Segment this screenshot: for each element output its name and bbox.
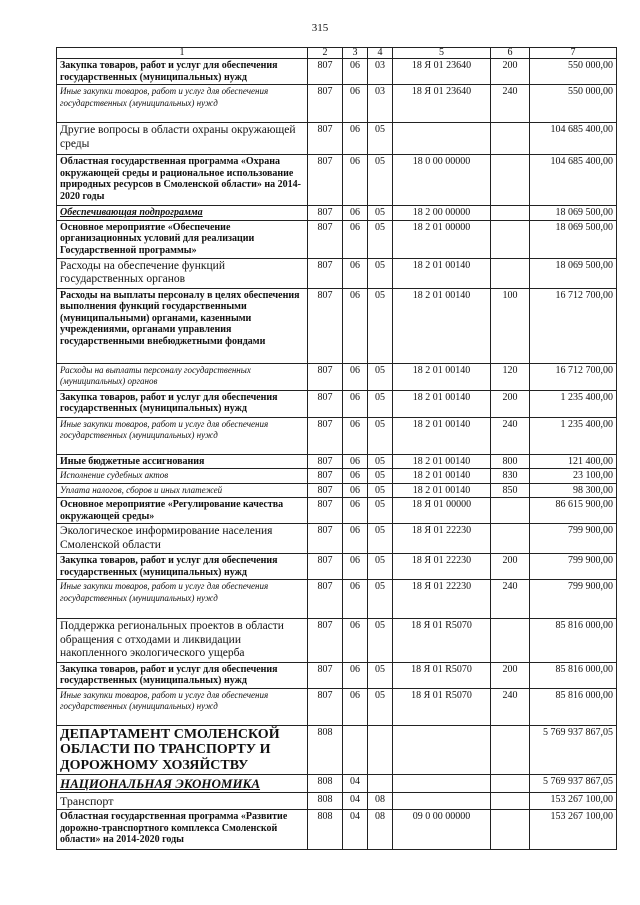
row-name-cell: Обеспечивающая подпрограмма: [57, 206, 308, 221]
row-name-cell: Областная государственная программа «Развитие дорожно-транспортного комплекса Смоленской области» на 2014-2020 годы: [57, 810, 308, 850]
expense-type-cell: [491, 498, 530, 524]
amount-cell: 85 816 000,00: [530, 688, 617, 725]
target-article-cell: 18 Я 01 22230: [393, 524, 491, 554]
expense-type-cell: 200: [491, 554, 530, 580]
subsection-code-cell: 05: [368, 469, 393, 484]
amount-cell: 85 816 000,00: [530, 619, 617, 663]
admin-code-cell: 807: [308, 258, 343, 288]
expense-type-cell: 200: [491, 390, 530, 417]
section-code-cell: 06: [343, 220, 368, 258]
table-body: [57, 59, 617, 850]
amount-cell: 98 300,00: [530, 483, 617, 498]
amount-cell: 16 712 700,00: [530, 288, 617, 363]
admin-code-cell: 807: [308, 688, 343, 725]
subsection-code-cell: 08: [368, 810, 393, 850]
admin-code-cell: 807: [308, 155, 343, 206]
amount-cell: 18 069 500,00: [530, 220, 617, 258]
row-name-cell: Экологическое информирование населения Смоленской области: [57, 524, 308, 554]
target-article-cell: 18 Я 01 23640: [393, 85, 491, 123]
amount-cell: 1 235 400,00: [530, 390, 617, 417]
expense-type-cell: [491, 524, 530, 554]
amount-cell: 799 900,00: [530, 580, 617, 619]
expense-type-cell: [491, 793, 530, 810]
section-code-cell: 04: [343, 775, 368, 793]
section-code-cell: 06: [343, 554, 368, 580]
header-cell: 7: [530, 48, 617, 59]
section-code-cell: 06: [343, 155, 368, 206]
admin-code-cell: 808: [308, 775, 343, 793]
expense-type-cell: [491, 619, 530, 663]
row-name-cell: Уплата налогов, сборов и иных платежей: [57, 483, 308, 498]
row-name-cell: Расходы на обеспечение функций государственных органов: [57, 258, 308, 288]
row-name-cell: ДЕПАРТАМЕНТ СМОЛЕНСКОЙ ОБЛАСТИ ПО ТРАНСПОРТУ И ДОРОЖНОМУ ХОЗЯЙСТВУ: [57, 725, 308, 775]
table-row: [57, 363, 617, 390]
table-row: [57, 155, 617, 206]
target-article-cell: 18 2 01 00140: [393, 469, 491, 484]
table-row: [57, 258, 617, 288]
row-name-cell: Иные бюджетные ассигнования: [57, 454, 308, 469]
expense-type-cell: 200: [491, 662, 530, 688]
subsection-code-cell: 05: [368, 206, 393, 221]
subsection-code-cell: 05: [368, 123, 393, 155]
amount-cell: 104 685 400,00: [530, 123, 617, 155]
row-name-cell: Закупка товаров, работ и услуг для обеспечения государственных (муниципальных) нужд: [57, 59, 308, 85]
admin-code-cell: 807: [308, 580, 343, 619]
section-code-cell: 06: [343, 524, 368, 554]
subsection-code-cell: [368, 775, 393, 793]
expense-type-cell: [491, 220, 530, 258]
admin-code-cell: 807: [308, 417, 343, 454]
expense-type-cell: [491, 258, 530, 288]
header-cell: 3: [343, 48, 368, 59]
subsection-code-cell: 05: [368, 363, 393, 390]
target-article-cell: 18 2 01 00140: [393, 258, 491, 288]
section-code-cell: 06: [343, 206, 368, 221]
table-row: [57, 793, 617, 810]
row-name-cell: Расходы на выплаты персоналу в целях обеспечения выполнения функций государственными (муниципальными) органами, казенными учреждениями, органами управления государственными внебюджетными фондами: [57, 288, 308, 363]
target-article-cell: 18 Я 01 R5070: [393, 688, 491, 725]
section-code-cell: 06: [343, 288, 368, 363]
target-article-cell: [393, 725, 491, 775]
target-article-cell: 18 Я 01 23640: [393, 59, 491, 85]
target-article-cell: 18 Я 01 22230: [393, 554, 491, 580]
section-code-cell: 06: [343, 258, 368, 288]
amount-cell: 153 267 100,00: [530, 810, 617, 850]
row-name-cell: Транспорт: [57, 793, 308, 810]
subsection-code-cell: 05: [368, 454, 393, 469]
table-row: [57, 483, 617, 498]
admin-code-cell: 807: [308, 483, 343, 498]
row-name-cell: Другие вопросы в области охраны окружающей среды: [57, 123, 308, 155]
amount-cell: 18 069 500,00: [530, 206, 617, 221]
subsection-code-cell: 05: [368, 220, 393, 258]
subsection-code-cell: 05: [368, 390, 393, 417]
admin-code-cell: 807: [308, 390, 343, 417]
table-row: [57, 688, 617, 725]
expense-type-cell: 200: [491, 59, 530, 85]
admin-code-cell: 807: [308, 524, 343, 554]
header-cell: 6: [491, 48, 530, 59]
section-code-cell: 06: [343, 85, 368, 123]
admin-code-cell: 807: [308, 498, 343, 524]
section-code-cell: 06: [343, 59, 368, 85]
target-article-cell: 18 Я 01 22230: [393, 580, 491, 619]
admin-code-cell: 808: [308, 810, 343, 850]
row-name-cell: Иные закупки товаров, работ и услуг для обеспечения государственных (муниципальных) нужд: [57, 580, 308, 619]
subsection-code-cell: [368, 725, 393, 775]
section-code-cell: 06: [343, 580, 368, 619]
subsection-code-cell: 03: [368, 85, 393, 123]
header-cell: 4: [368, 48, 393, 59]
subsection-code-cell: 05: [368, 524, 393, 554]
amount-cell: 23 100,00: [530, 469, 617, 484]
admin-code-cell: 807: [308, 220, 343, 258]
amount-cell: 550 000,00: [530, 59, 617, 85]
admin-code-cell: 807: [308, 554, 343, 580]
expense-type-cell: 240: [491, 688, 530, 725]
subsection-code-cell: 05: [368, 483, 393, 498]
target-article-cell: 18 2 01 00140: [393, 390, 491, 417]
section-code-cell: 06: [343, 417, 368, 454]
expense-type-cell: [491, 775, 530, 793]
target-article-cell: 18 2 01 00000: [393, 220, 491, 258]
row-name-cell: Основное мероприятие «Обеспечение организационных условий для реализации Государственной программы»: [57, 220, 308, 258]
header-cell: 5: [393, 48, 491, 59]
amount-cell: 1 235 400,00: [530, 417, 617, 454]
expense-type-cell: 850: [491, 483, 530, 498]
expense-type-cell: 240: [491, 85, 530, 123]
subsection-code-cell: 05: [368, 554, 393, 580]
table-row: [57, 206, 617, 221]
target-article-cell: 18 Я 01 R5070: [393, 619, 491, 663]
row-name-cell: Основное мероприятие «Регулирование качества окружающей среды»: [57, 498, 308, 524]
header-cell: 1: [57, 48, 308, 59]
subsection-code-cell: 05: [368, 619, 393, 663]
header-row: [57, 48, 617, 59]
row-name-cell: Иные закупки товаров, работ и услуг для обеспечения государственных (муниципальных) нужд: [57, 85, 308, 123]
subsection-code-cell: 03: [368, 59, 393, 85]
admin-code-cell: 807: [308, 469, 343, 484]
section-code-cell: 06: [343, 498, 368, 524]
expense-type-cell: 120: [491, 363, 530, 390]
table-row: [57, 59, 617, 85]
subsection-code-cell: 05: [368, 688, 393, 725]
expense-type-cell: 240: [491, 580, 530, 619]
section-code-cell: 04: [343, 810, 368, 850]
target-article-cell: 18 2 01 00140: [393, 417, 491, 454]
table-row: [57, 498, 617, 524]
subsection-code-cell: 05: [368, 580, 393, 619]
amount-cell: 799 900,00: [530, 554, 617, 580]
table-row: [57, 554, 617, 580]
table-row: [57, 454, 617, 469]
row-name-cell: Иные закупки товаров, работ и услуг для обеспечения государственных (муниципальных) нужд: [57, 417, 308, 454]
section-code-cell: 06: [343, 123, 368, 155]
subsection-code-cell: 05: [368, 498, 393, 524]
target-article-cell: 18 2 01 00140: [393, 454, 491, 469]
expense-type-cell: 240: [491, 417, 530, 454]
target-article-cell: [393, 775, 491, 793]
section-code-cell: 06: [343, 363, 368, 390]
page-number: 315: [311, 22, 329, 34]
table-row: [57, 580, 617, 619]
expense-type-cell: [491, 725, 530, 775]
table-row: [57, 725, 617, 775]
row-name-cell: Областная государственная программа «Охрана окружающей среды и рациональное использование природных ресурсов в Смоленской области» на 2014-2020 годы: [57, 155, 308, 206]
table-row: [57, 288, 617, 363]
amount-cell: 16 712 700,00: [530, 363, 617, 390]
expense-type-cell: 800: [491, 454, 530, 469]
target-article-cell: 18 2 01 00140: [393, 288, 491, 363]
admin-code-cell: 807: [308, 59, 343, 85]
row-name-cell: Закупка товаров, работ и услуг для обеспечения государственных (муниципальных) нужд: [57, 662, 308, 688]
admin-code-cell: 807: [308, 123, 343, 155]
admin-code-cell: 807: [308, 85, 343, 123]
subsection-code-cell: 05: [368, 662, 393, 688]
target-article-cell: 18 2 00 00000: [393, 206, 491, 221]
target-article-cell: 18 Я 01 00000: [393, 498, 491, 524]
subsection-code-cell: 05: [368, 417, 393, 454]
expense-type-cell: 100: [491, 288, 530, 363]
row-name-cell: НАЦИОНАЛЬНАЯ ЭКОНОМИКА: [57, 775, 308, 793]
amount-cell: 550 000,00: [530, 85, 617, 123]
expense-type-cell: [491, 206, 530, 221]
table-row: [57, 417, 617, 454]
amount-cell: 799 900,00: [530, 524, 617, 554]
admin-code-cell: 807: [308, 206, 343, 221]
section-code-cell: 06: [343, 662, 368, 688]
table-row: [57, 390, 617, 417]
subsection-code-cell: 05: [368, 155, 393, 206]
row-name-cell: Закупка товаров, работ и услуг для обеспечения государственных (муниципальных) нужд: [57, 554, 308, 580]
admin-code-cell: 807: [308, 363, 343, 390]
subsection-code-cell: 05: [368, 288, 393, 363]
table-row: [57, 220, 617, 258]
section-code-cell: 06: [343, 483, 368, 498]
expense-type-cell: [491, 123, 530, 155]
table-row: [57, 619, 617, 663]
subsection-code-cell: 08: [368, 793, 393, 810]
row-name-cell: Закупка товаров, работ и услуг для обеспечения государственных (муниципальных) нужд: [57, 390, 308, 417]
row-name-cell: Иные закупки товаров, работ и услуг для обеспечения государственных (муниципальных) нужд: [57, 688, 308, 725]
admin-code-cell: 807: [308, 454, 343, 469]
row-name-cell: Расходы на выплаты персоналу государственных (муниципальных) органов: [57, 363, 308, 390]
amount-cell: 153 267 100,00: [530, 793, 617, 810]
admin-code-cell: 807: [308, 662, 343, 688]
amount-cell: 85 816 000,00: [530, 662, 617, 688]
header-cell: 2: [308, 48, 343, 59]
section-code-cell: 06: [343, 469, 368, 484]
section-code-cell: 06: [343, 619, 368, 663]
row-name-cell: Поддержка региональных проектов в области обращения с отходами и ликвидации накопленного экологического ущерба: [57, 619, 308, 663]
target-article-cell: 18 0 00 00000: [393, 155, 491, 206]
row-name-cell: Исполнение судебных актов: [57, 469, 308, 484]
target-article-cell: 18 2 01 00140: [393, 483, 491, 498]
section-code-cell: 06: [343, 454, 368, 469]
table-row: [57, 810, 617, 850]
admin-code-cell: 807: [308, 288, 343, 363]
table-row: [57, 85, 617, 123]
table-row: [57, 775, 617, 793]
target-article-cell: 09 0 00 00000: [393, 810, 491, 850]
admin-code-cell: 807: [308, 619, 343, 663]
target-article-cell: [393, 123, 491, 155]
amount-cell: 5 769 937 867,05: [530, 775, 617, 793]
table-row: [57, 524, 617, 554]
target-article-cell: [393, 793, 491, 810]
amount-cell: 86 615 900,00: [530, 498, 617, 524]
table-row: [57, 662, 617, 688]
expense-type-cell: 830: [491, 469, 530, 484]
target-article-cell: 18 Я 01 R5070: [393, 662, 491, 688]
amount-cell: 104 685 400,00: [530, 155, 617, 206]
expense-type-cell: [491, 155, 530, 206]
amount-cell: 5 769 937 867,05: [530, 725, 617, 775]
table-row: [57, 123, 617, 155]
admin-code-cell: 808: [308, 725, 343, 775]
budget-table: [56, 47, 617, 850]
target-article-cell: 18 2 01 00140: [393, 363, 491, 390]
section-code-cell: [343, 725, 368, 775]
admin-code-cell: 808: [308, 793, 343, 810]
section-code-cell: 06: [343, 390, 368, 417]
subsection-code-cell: 05: [368, 258, 393, 288]
section-code-cell: 04: [343, 793, 368, 810]
amount-cell: 18 069 500,00: [530, 258, 617, 288]
table-row: [57, 469, 617, 484]
amount-cell: 121 400,00: [530, 454, 617, 469]
expense-type-cell: [491, 810, 530, 850]
section-code-cell: 06: [343, 688, 368, 725]
